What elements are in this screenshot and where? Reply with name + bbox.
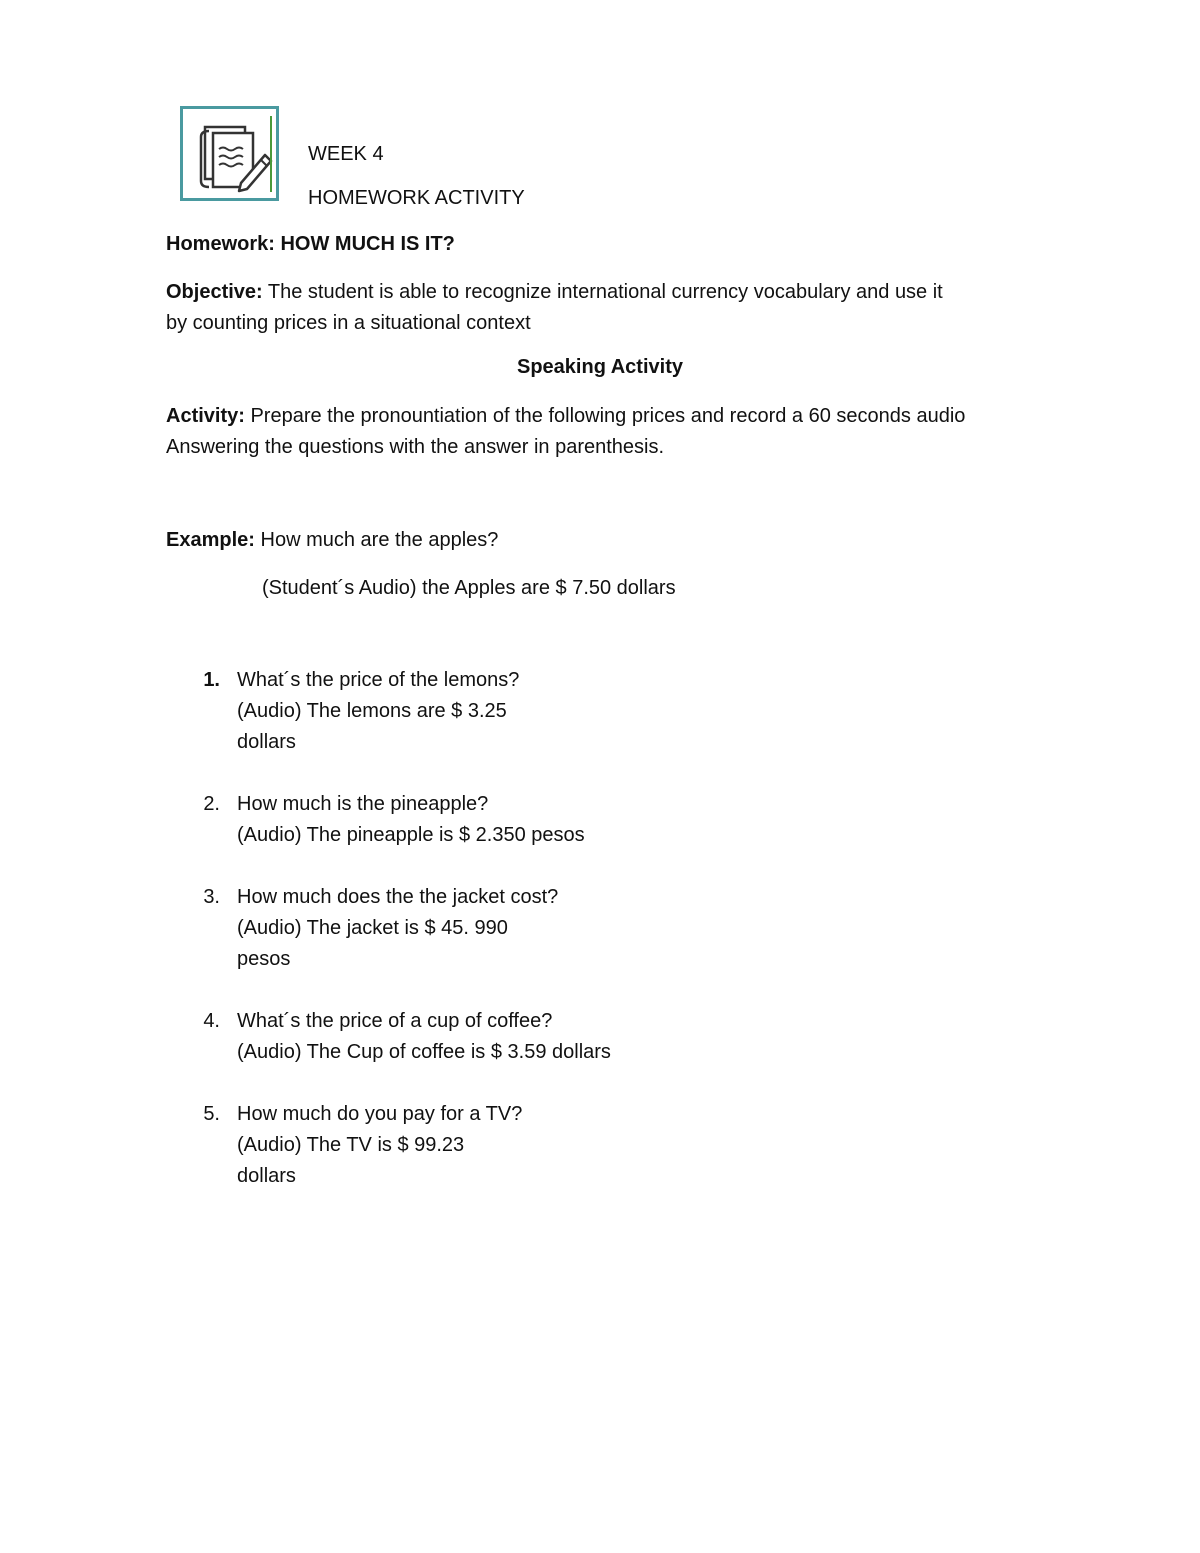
- question-number: 4.: [203, 1010, 220, 1032]
- activity-label: Activity:: [166, 405, 245, 427]
- objective-text-1: The student is able to recognize international currency vocabulary and use it: [267, 281, 943, 303]
- homework-title: HOW MUCH IS IT?: [280, 233, 455, 255]
- homework-heading: [166, 233, 455, 256]
- answer-text: (Audio) The Cup of coffee is $ 3.59 dollars: [237, 1041, 611, 1063]
- question-text: How much is the pineapple?: [237, 793, 489, 815]
- answer-text-continued: dollars: [237, 1165, 296, 1187]
- homework-label: Homework:: [166, 233, 275, 255]
- week-label: WEEK 4: [308, 143, 384, 165]
- example-answer: (Student´s Audio) the Apples are $ 7.50 dollars: [262, 577, 676, 599]
- objective-text-2: by counting prices in a situational context: [166, 312, 531, 334]
- question-text: How much do you pay for a TV?: [237, 1103, 523, 1125]
- answer-text: (Audio) The TV is $ 99.23: [237, 1134, 465, 1156]
- question-number: 5.: [203, 1103, 220, 1125]
- activity-line-1: [166, 401, 965, 432]
- question-text: What´s the price of a cup of coffee?: [237, 1010, 553, 1032]
- question-text: What´s the price of the lemons?: [237, 669, 520, 691]
- notebook-pen-icon: [180, 106, 279, 201]
- objective-label: Objective:: [166, 281, 263, 303]
- example-line: [166, 525, 498, 556]
- section-title: Speaking Activity: [517, 356, 683, 378]
- question-text: How much does the the jacket cost?: [237, 886, 559, 908]
- activity-text-2: Answering the questions with the answer in parenthesis.: [166, 436, 665, 458]
- activity-text-1: Prepare the pronountiation of the following prices and record a 60 seconds audio: [250, 405, 966, 427]
- question-number: 1.: [203, 669, 220, 691]
- example-label: Example:: [166, 529, 255, 551]
- answer-text-continued: dollars: [237, 731, 296, 753]
- activity-type-label: HOMEWORK ACTIVITY: [308, 187, 525, 209]
- objective-line-1: [166, 277, 943, 308]
- answer-text-continued: pesos: [237, 948, 291, 970]
- answer-text: (Audio) The lemons are $ 3.25: [237, 700, 507, 722]
- icon-accent-bar: [270, 116, 272, 192]
- answer-text: (Audio) The jacket is $ 45. 990: [237, 917, 508, 939]
- example-question: How much are the apples?: [260, 529, 499, 551]
- question-number: 3.: [203, 886, 220, 908]
- question-number: 2.: [203, 793, 220, 815]
- answer-text: (Audio) The pineapple is $ 2.350 pesos: [237, 824, 585, 846]
